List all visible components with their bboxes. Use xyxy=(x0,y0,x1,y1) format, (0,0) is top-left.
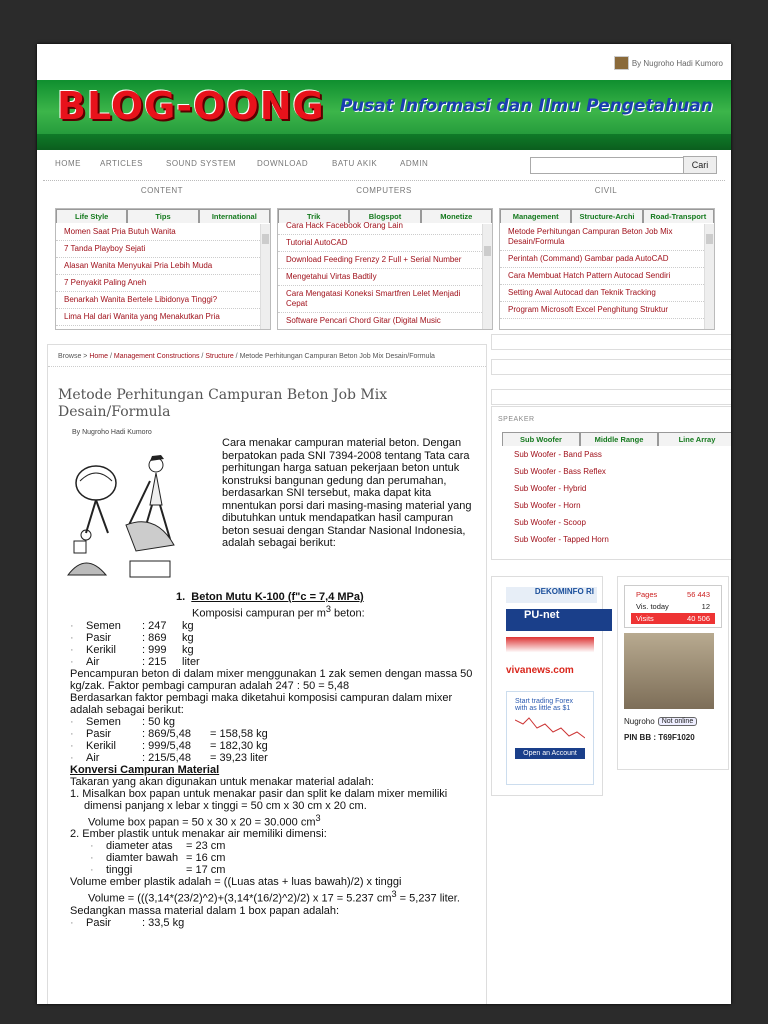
stat-row: Vis. today 12 xyxy=(636,602,710,611)
composition-line: Komposisi campuran per $m^3$ beton: xyxy=(192,604,365,620)
mix-row: · Air : 215/5,48 = 39,23 liter xyxy=(70,751,268,764)
list-item[interactable]: Sub Woofer - Hybrid xyxy=(514,484,587,493)
material-row: · Kerikil : 999 kg xyxy=(70,643,194,656)
scrollbar[interactable] xyxy=(260,224,270,329)
list-item[interactable]: Perintah (Command) Gambar pada AutoCAD xyxy=(500,251,704,268)
list-item[interactable]: Benarkah Wanita Bertele Libidonya Tinggi? xyxy=(56,292,260,309)
ad-forex[interactable] xyxy=(506,691,594,785)
mix-row: · Semen : 50 kg xyxy=(70,715,176,728)
post-intro: Cara menakar campuran material beton. Dengan berpatokan pada SNI 7394-2008 tentang Tata cara perhitungan harga satuan pekerjaan beton untuk konstruksi bangunan gedung dan perumahan, berdasarkan SNI tersebut, maka dapat kita mnentukan porsi dari masing-masing material yang dibutuhkan untuk mendapatkan hasil campuran beton sesuai dengan Standar Nasional Indonesia, adalah sebagai berikut: xyxy=(222,437,472,549)
paragraph: Pencampuran beton di dalam mixer menggunakan 1 zak semen dengan massa 50 kg/zak. Faktor pembagi campuran adalah 247 : 50 = 5,48 xyxy=(70,667,473,692)
ad-dekominfo[interactable]: DEKOMINFO RI xyxy=(506,587,597,603)
step-1-volume: Volume box papan = 50 x 30 x 20 = 30.000 $cm^3$ xyxy=(88,812,321,829)
list-item[interactable]: Metode Perhitungan Campuran Beton Job Mix Desain/Formula xyxy=(500,224,704,251)
list-item[interactable]: Cara Mengatasi Koneksi Smartfren Lelet Menjadi Cepat xyxy=(278,286,482,313)
author-link[interactable] xyxy=(614,56,723,70)
list-item[interactable]: Cara Hack Facebook Orang Lain xyxy=(278,218,482,235)
computers-title: COMPUTERS xyxy=(356,186,412,195)
breadcrumb-category[interactable]: Management Constructions xyxy=(113,353,200,360)
bb-pin: PIN BB : T69F1020 xyxy=(624,733,695,742)
heading-konversi: Konversi Campuran Material xyxy=(70,763,220,776)
stat-row: Visits 40 506 xyxy=(631,613,715,624)
sidebar-widget xyxy=(491,334,731,350)
list-item[interactable]: Download Feeding Frenzy 2 Full + Serial Number xyxy=(278,252,482,269)
mix-row: · Kerikil : 999/5,48 = 182,30 kg xyxy=(70,739,268,752)
speaker-title: SPEAKER xyxy=(498,416,535,423)
material-row: · Pasir : 33,5 kg xyxy=(70,916,185,929)
paragraph: Volume ember plastik adalah = ((Luas atas + luas bawah)/2) x tinggi xyxy=(70,876,402,889)
step-1: 1. Misalkan box papan untuk menakar pasir dan split ke dalam mixer memiliki dimensi panjang x lebar x tinggi = 50 cm x 30 cm x 20 cm. xyxy=(70,787,448,812)
stat-row: Pages 56 443 xyxy=(636,590,710,599)
ad-banner[interactable] xyxy=(506,637,594,659)
list-item[interactable]: Lima Hal dari Wanita yang Menakutkan Pria xyxy=(56,309,260,326)
sidebar-empty-boxes xyxy=(491,334,731,414)
speaker-widget xyxy=(491,406,731,560)
content-box xyxy=(55,208,271,330)
site-tagline: Pusat Informasi dan Ilmu Pengetahuan xyxy=(340,96,713,116)
mix-row: · Pasir : 869/5,48 = 158,58 kg xyxy=(70,727,268,740)
breadcrumb: Browse > Home / Management Constructions / Structure / Metode Perhitungan Campuran Beton Job Mix Desain/Formula xyxy=(48,345,486,367)
list-item[interactable]: Program Microsoft Excel Penghitung Struktur xyxy=(500,302,704,319)
ads-widget xyxy=(491,576,603,796)
nav-home[interactable]: HOME xyxy=(55,159,81,168)
paragraph: Sedangkan massa material dalam 1 box papan adalah: xyxy=(70,904,340,917)
tab-trik[interactable]: Trik xyxy=(278,209,349,223)
list-item[interactable]: Tutorial AutoCAD xyxy=(278,235,482,252)
nav-admin[interactable]: ADMIN xyxy=(400,159,429,168)
nav-batu-akik[interactable]: BATU AKIK xyxy=(332,159,378,168)
nav-sound-system[interactable]: SOUND SYSTEM xyxy=(166,159,237,168)
civil-title: CIVIL xyxy=(594,186,618,195)
list-item[interactable]: Momen Saat Pria Butuh Wanita xyxy=(56,224,260,241)
search-input[interactable] xyxy=(530,157,686,174)
list-item[interactable]: Cara Membuat Hatch Pattern Autocad Sendiri xyxy=(500,268,704,285)
nav-download[interactable]: DOWNLOAD xyxy=(257,159,309,168)
content-title: CONTENT xyxy=(140,186,184,195)
post-area xyxy=(47,344,487,1004)
list-item[interactable]: Alasan Wanita Menyukai Pria Lebih Muda xyxy=(56,258,260,275)
tab-middle-range[interactable]: Middle Range xyxy=(580,432,658,446)
heading-k100: 1. Beton Mutu K-100 (f"c = 7,4 MPa) xyxy=(176,591,364,603)
tab-tips[interactable]: Tips xyxy=(127,209,198,223)
computers-box xyxy=(277,208,493,330)
search-button[interactable]: Cari xyxy=(683,156,717,174)
tab-management[interactable]: Management xyxy=(500,209,571,223)
tab-structure-archi[interactable]: Structure-Archi xyxy=(571,209,642,223)
list-item[interactable]: Setting Awal Autocad dan Teknik Tracking xyxy=(500,285,704,302)
list-item[interactable]: Mengetahui Virtas Badtily xyxy=(278,269,482,286)
stats-widget xyxy=(617,576,729,770)
author-name: By Nugroho Hadi Kumoro xyxy=(631,58,723,68)
bbm-name: Nugroho xyxy=(624,717,655,726)
post-body xyxy=(70,591,480,929)
concrete-mixing-illustration xyxy=(66,443,194,589)
list-item[interactable]: 7 Tanda Playboy Sejati xyxy=(56,241,260,258)
nav-articles[interactable]: ARTICLES xyxy=(100,159,143,168)
material-row: · Pasir : 869 kg xyxy=(70,631,194,644)
ad-pu-net[interactable]: PU-net xyxy=(506,609,612,631)
material-row: · Semen : 247 kg xyxy=(70,619,194,632)
dim-row: · tinggi = 17 cm xyxy=(90,864,226,877)
list-item[interactable]: 7 Penyakit Paling Aneh xyxy=(56,275,260,292)
post-byline: By Nugroho Hadi Kumoro xyxy=(72,429,152,436)
site-logo[interactable]: BLOG-OONG xyxy=(57,84,325,128)
paragraph: Berdasarkan faktor pembagi maka diketahui komposisi campuran dalam mixer adalah sebagai berikut: xyxy=(70,691,453,716)
tab-sub-woofer[interactable]: Sub Woofer xyxy=(502,432,580,446)
historical-photo xyxy=(624,633,714,709)
bbm-status xyxy=(624,717,697,726)
tab-line-array[interactable]: Line Array xyxy=(658,432,731,446)
online-status-badge: Not online xyxy=(658,717,698,726)
post-title: Metode Perhitungan Campuran Beton Job Mix Desain/Formula xyxy=(58,387,388,420)
visit-counter xyxy=(624,585,722,628)
avatar xyxy=(614,56,629,70)
site-header xyxy=(37,80,731,150)
paragraph: Takaran yang akan digunakan untuk menakar material adalah: xyxy=(70,775,374,788)
volume-formula: Volume = (((3,14*(23/2)^2)+(3,14*(16/2)^2)/2) x 17 = 5.237 $cm^3 = 5,237$ liter. xyxy=(88,889,460,905)
ad-forex-text: Start trading Forex with as little as $1 xyxy=(515,698,573,712)
tab-road-transport[interactable]: Road-Transport xyxy=(643,209,714,223)
dim-row: · diamter bawah = 16 cm xyxy=(90,852,226,865)
list-item[interactable]: Sub Woofer - Tapped Horn xyxy=(514,535,609,544)
tab-monetize[interactable]: Monetize xyxy=(421,209,492,223)
list-item[interactable]: Sub Woofer - Scoop xyxy=(514,518,586,527)
breadcrumb-label: Browse xyxy=(58,353,82,360)
list-item[interactable]: Software Pencari Chord Gitar (Digital Music xyxy=(278,313,482,329)
forex-chart xyxy=(515,712,585,742)
tab-blogspot[interactable]: Blogspot xyxy=(349,209,420,223)
breadcrumb-sub[interactable]: Structure xyxy=(205,353,234,360)
breadcrumb-current: Metode Perhitungan Campuran Beton Job Mix Desain/Formula xyxy=(239,353,435,360)
scrollbar[interactable] xyxy=(704,224,714,329)
page-frame xyxy=(37,44,731,1004)
dim-row: · diameter atas = 23 cm xyxy=(90,840,226,853)
tab-life-style[interactable]: Life Style xyxy=(56,209,127,223)
tab-international[interactable]: International xyxy=(199,209,270,223)
open-account-button[interactable]: Open an Account xyxy=(515,748,585,759)
material-row: · Air : 215 liter xyxy=(70,655,200,668)
sidebar-widget xyxy=(491,359,731,375)
top-bar xyxy=(37,44,731,80)
civil-box xyxy=(499,208,715,330)
list-item[interactable]: Sub Woofer - Horn xyxy=(514,501,581,510)
step-2: 2. Ember plastik untuk menakar air memiliki dimensi: xyxy=(70,828,327,841)
breadcrumb-home[interactable]: Home xyxy=(89,353,109,360)
list-item[interactable]: Sub Woofer - Band Pass xyxy=(514,450,602,459)
sidebar-widget xyxy=(491,389,731,405)
scrollbar[interactable] xyxy=(482,224,492,329)
list-item[interactable]: Sub Woofer - Bass Reflex xyxy=(514,467,606,476)
ad-vivanews[interactable]: vivanews.com xyxy=(506,665,574,676)
main-nav xyxy=(43,150,725,181)
